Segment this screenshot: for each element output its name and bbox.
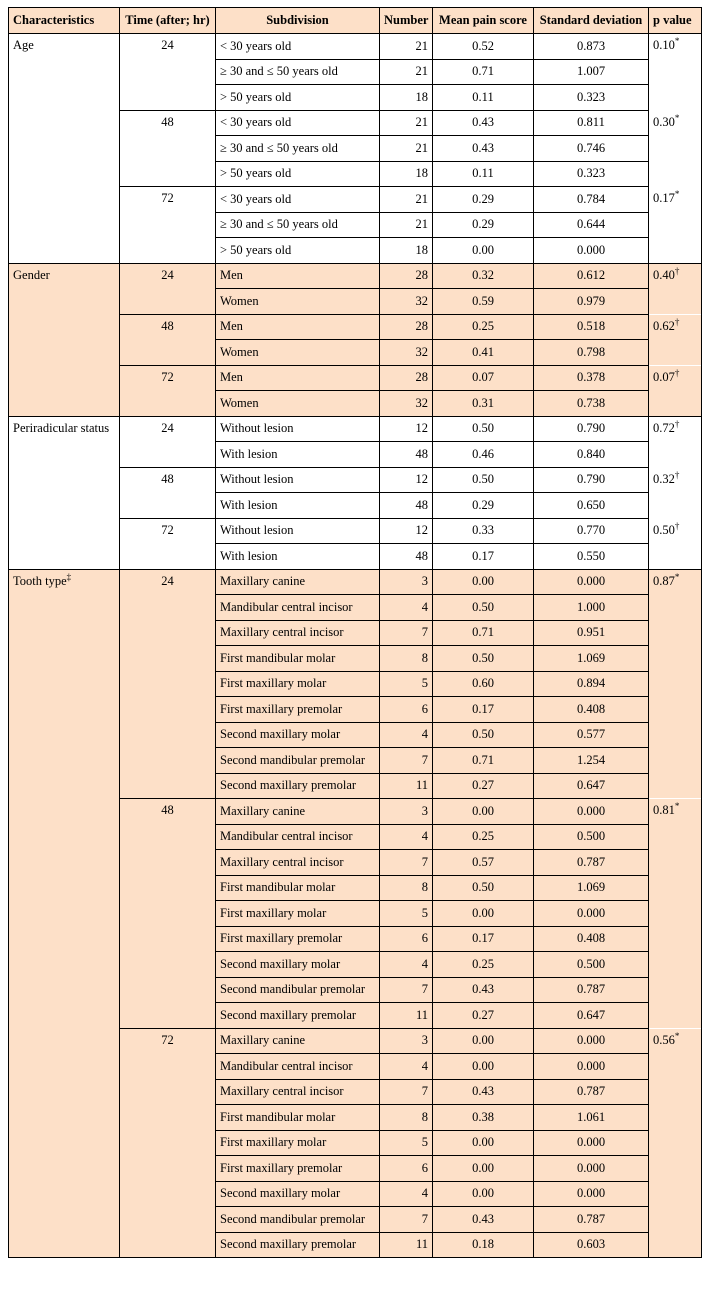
header-time: Time (after; hr) bbox=[120, 8, 216, 34]
number-cell: 28 bbox=[380, 365, 433, 391]
subdivision-cell: First mandibular molar bbox=[216, 875, 380, 901]
standard-deviation-cell: 0.000 bbox=[534, 1054, 649, 1080]
subdivision-cell: < 30 years old bbox=[216, 110, 380, 136]
header-standard-deviation: Standard deviation bbox=[534, 8, 649, 34]
number-cell: 6 bbox=[380, 697, 433, 723]
standard-deviation-cell: 1.069 bbox=[534, 646, 649, 672]
time-cell: 72 bbox=[120, 187, 216, 264]
number-cell: 5 bbox=[380, 1130, 433, 1156]
subdivision-cell: > 50 years old bbox=[216, 161, 380, 187]
mean-pain-score-cell: 0.00 bbox=[433, 799, 534, 825]
table-row bbox=[9, 263, 702, 289]
p-value: 0.87 bbox=[653, 573, 675, 588]
mean-pain-score-cell: 0.18 bbox=[433, 1232, 534, 1258]
number-cell: 5 bbox=[380, 671, 433, 697]
p-value: 0.17 bbox=[653, 191, 675, 205]
mean-pain-score-cell: 0.43 bbox=[433, 1207, 534, 1233]
mean-pain-score-cell: 0.25 bbox=[433, 824, 534, 850]
subdivision-cell: First mandibular molar bbox=[216, 1105, 380, 1131]
standard-deviation-cell: 0.787 bbox=[534, 850, 649, 876]
standard-deviation-cell: 0.500 bbox=[534, 824, 649, 850]
p-value-cell bbox=[649, 799, 702, 1029]
standard-deviation-cell: 0.784 bbox=[534, 187, 649, 213]
characteristic-label: Gender bbox=[13, 267, 50, 282]
table-body bbox=[9, 34, 702, 1258]
number-cell: 3 bbox=[380, 799, 433, 825]
subdivision-cell: Men bbox=[216, 365, 380, 391]
subdivision-cell: Maxillary central incisor bbox=[216, 850, 380, 876]
number-cell: 4 bbox=[380, 824, 433, 850]
number-cell: 8 bbox=[380, 875, 433, 901]
p-value-test-mark: * bbox=[674, 112, 680, 123]
characteristic-cell bbox=[9, 263, 120, 416]
standard-deviation-cell: 1.007 bbox=[534, 59, 649, 85]
subdivision-cell: With lesion bbox=[216, 493, 380, 519]
number-cell: 21 bbox=[380, 212, 433, 238]
standard-deviation-cell: 0.550 bbox=[534, 544, 649, 570]
subdivision-cell: First maxillary premolar bbox=[216, 1156, 380, 1182]
subdivision-cell: Maxillary canine bbox=[216, 1028, 380, 1054]
p-value: 0.10 bbox=[653, 38, 675, 52]
p-value-test-mark: † bbox=[674, 418, 680, 429]
p-value: 0.50 bbox=[653, 522, 675, 537]
p-value-cell bbox=[649, 34, 702, 111]
p-value-test-mark: † bbox=[674, 367, 680, 378]
p-value: 0.30 bbox=[653, 114, 675, 129]
subdivision-cell: Mandibular central incisor bbox=[216, 1054, 380, 1080]
standard-deviation-cell: 0.000 bbox=[534, 569, 649, 595]
header-number: Number bbox=[380, 8, 433, 34]
standard-deviation-cell: 0.000 bbox=[534, 1181, 649, 1207]
standard-deviation-cell: 0.787 bbox=[534, 1079, 649, 1105]
p-value-cell bbox=[649, 569, 702, 799]
subdivision-cell: Second maxillary premolar bbox=[216, 1003, 380, 1029]
number-cell: 4 bbox=[380, 595, 433, 621]
number-cell: 6 bbox=[380, 1156, 433, 1182]
subdivision-cell: Without lesion bbox=[216, 518, 380, 544]
characteristic-cell bbox=[9, 569, 120, 1258]
p-value-cell bbox=[649, 110, 702, 187]
standard-deviation-cell: 0.951 bbox=[534, 620, 649, 646]
standard-deviation-cell: 0.378 bbox=[534, 365, 649, 391]
standard-deviation-cell: 0.790 bbox=[534, 416, 649, 442]
number-cell: 7 bbox=[380, 748, 433, 774]
p-value-test-mark: † bbox=[674, 520, 680, 531]
mean-pain-score-cell: 0.27 bbox=[433, 773, 534, 799]
mean-pain-score-cell: 0.41 bbox=[433, 340, 534, 366]
standard-deviation-cell: 0.000 bbox=[534, 1028, 649, 1054]
mean-pain-score-cell: 0.43 bbox=[433, 977, 534, 1003]
number-cell: 7 bbox=[380, 977, 433, 1003]
header-characteristics: Characteristics bbox=[9, 8, 120, 34]
mean-pain-score-cell: 0.00 bbox=[433, 1028, 534, 1054]
subdivision-cell: Women bbox=[216, 340, 380, 366]
header-p-value: p value bbox=[649, 8, 702, 34]
number-cell: 18 bbox=[380, 161, 433, 187]
standard-deviation-cell: 0.612 bbox=[534, 263, 649, 289]
standard-deviation-cell: 1.000 bbox=[534, 595, 649, 621]
standard-deviation-cell: 0.787 bbox=[534, 977, 649, 1003]
table-row bbox=[9, 569, 702, 595]
p-value-test-mark: * bbox=[674, 36, 680, 46]
subdivision-cell: With lesion bbox=[216, 544, 380, 570]
mean-pain-score-cell: 0.00 bbox=[433, 569, 534, 595]
number-cell: 32 bbox=[380, 340, 433, 366]
header-mean-pain-score: Mean pain score bbox=[433, 8, 534, 34]
standard-deviation-cell: 0.000 bbox=[534, 1156, 649, 1182]
subdivision-cell: First maxillary molar bbox=[216, 901, 380, 927]
number-cell: 6 bbox=[380, 926, 433, 952]
standard-deviation-cell: 0.323 bbox=[534, 161, 649, 187]
time-cell: 48 bbox=[120, 467, 216, 518]
time-cell: 48 bbox=[120, 314, 216, 365]
characteristic-label: Age bbox=[13, 38, 34, 52]
table-row bbox=[9, 416, 702, 442]
characteristic-label: Periradicular status bbox=[13, 420, 110, 435]
number-cell: 48 bbox=[380, 442, 433, 468]
number-cell: 4 bbox=[380, 722, 433, 748]
standard-deviation-cell: 0.738 bbox=[534, 391, 649, 417]
number-cell: 8 bbox=[380, 646, 433, 672]
standard-deviation-cell: 0.873 bbox=[534, 34, 649, 60]
standard-deviation-cell: 0.000 bbox=[534, 901, 649, 927]
number-cell: 18 bbox=[380, 238, 433, 264]
subdivision-cell: First maxillary molar bbox=[216, 671, 380, 697]
subdivision-cell: First maxillary premolar bbox=[216, 926, 380, 952]
standard-deviation-cell: 0.787 bbox=[534, 1207, 649, 1233]
characteristic-label: Tooth type bbox=[13, 573, 67, 588]
subdivision-cell: Maxillary central incisor bbox=[216, 620, 380, 646]
subdivision-cell: Second maxillary molar bbox=[216, 1181, 380, 1207]
number-cell: 21 bbox=[380, 136, 433, 162]
mean-pain-score-cell: 0.50 bbox=[433, 875, 534, 901]
number-cell: 28 bbox=[380, 263, 433, 289]
standard-deviation-cell: 0.518 bbox=[534, 314, 649, 340]
p-value-cell bbox=[649, 416, 702, 467]
mean-pain-score-cell: 0.29 bbox=[433, 493, 534, 519]
subdivision-cell: Maxillary canine bbox=[216, 569, 380, 595]
time-cell: 24 bbox=[120, 569, 216, 799]
mean-pain-score-cell: 0.27 bbox=[433, 1003, 534, 1029]
standard-deviation-cell: 0.408 bbox=[534, 926, 649, 952]
number-cell: 5 bbox=[380, 901, 433, 927]
number-cell: 21 bbox=[380, 110, 433, 136]
p-value-test-mark: † bbox=[674, 265, 680, 276]
subdivision-cell: ≥ 30 and ≤ 50 years old bbox=[216, 136, 380, 162]
number-cell: 4 bbox=[380, 1181, 433, 1207]
p-value: 0.07 bbox=[653, 369, 675, 384]
number-cell: 28 bbox=[380, 314, 433, 340]
table-row bbox=[9, 34, 702, 60]
subdivision-cell: Mandibular central incisor bbox=[216, 595, 380, 621]
mean-pain-score-cell: 0.46 bbox=[433, 442, 534, 468]
p-value-cell bbox=[649, 263, 702, 314]
p-value: 0.81 bbox=[653, 803, 675, 817]
subdivision-cell: Men bbox=[216, 263, 380, 289]
number-cell: 11 bbox=[380, 1232, 433, 1258]
p-value: 0.32 bbox=[653, 471, 675, 486]
standard-deviation-cell: 0.000 bbox=[534, 1130, 649, 1156]
time-cell: 72 bbox=[120, 518, 216, 569]
number-cell: 11 bbox=[380, 773, 433, 799]
p-value-test-mark: * bbox=[674, 571, 680, 582]
subdivision-cell: ≥ 30 and ≤ 50 years old bbox=[216, 212, 380, 238]
mean-pain-score-cell: 0.00 bbox=[433, 901, 534, 927]
mean-pain-score-cell: 0.29 bbox=[433, 212, 534, 238]
p-value: 0.62 bbox=[653, 318, 675, 333]
subdivision-cell: Mandibular central incisor bbox=[216, 824, 380, 850]
number-cell: 21 bbox=[380, 34, 433, 60]
standard-deviation-cell: 0.647 bbox=[534, 1003, 649, 1029]
mean-pain-score-cell: 0.71 bbox=[433, 59, 534, 85]
subdivision-cell: Without lesion bbox=[216, 416, 380, 442]
number-cell: 48 bbox=[380, 544, 433, 570]
number-cell: 3 bbox=[380, 1028, 433, 1054]
mean-pain-score-cell: 0.17 bbox=[433, 926, 534, 952]
p-value-test-mark: † bbox=[674, 316, 680, 327]
standard-deviation-cell: 0.500 bbox=[534, 952, 649, 978]
standard-deviation-cell: 0.323 bbox=[534, 85, 649, 111]
number-cell: 18 bbox=[380, 85, 433, 111]
standard-deviation-cell: 0.644 bbox=[534, 212, 649, 238]
number-cell: 8 bbox=[380, 1105, 433, 1131]
subdivision-cell: Women bbox=[216, 391, 380, 417]
mean-pain-score-cell: 0.11 bbox=[433, 161, 534, 187]
time-cell: 24 bbox=[120, 34, 216, 111]
mean-pain-score-cell: 0.59 bbox=[433, 289, 534, 315]
subdivision-cell: Without lesion bbox=[216, 467, 380, 493]
time-cell: 72 bbox=[120, 365, 216, 416]
time-cell: 48 bbox=[120, 110, 216, 187]
number-cell: 21 bbox=[380, 187, 433, 213]
mean-pain-score-cell: 0.00 bbox=[433, 1181, 534, 1207]
mean-pain-score-cell: 0.57 bbox=[433, 850, 534, 876]
mean-pain-score-cell: 0.71 bbox=[433, 748, 534, 774]
number-cell: 32 bbox=[380, 391, 433, 417]
standard-deviation-cell: 0.408 bbox=[534, 697, 649, 723]
standard-deviation-cell: 0.979 bbox=[534, 289, 649, 315]
subdivision-cell: First maxillary molar bbox=[216, 1130, 380, 1156]
p-value-test-mark: † bbox=[674, 469, 680, 480]
p-value-cell bbox=[649, 467, 702, 518]
mean-pain-score-cell: 0.33 bbox=[433, 518, 534, 544]
p-value-test-mark: * bbox=[674, 801, 680, 811]
mean-pain-score-cell: 0.50 bbox=[433, 416, 534, 442]
subdivision-cell: Women bbox=[216, 289, 380, 315]
mean-pain-score-cell: 0.32 bbox=[433, 263, 534, 289]
mean-pain-score-cell: 0.50 bbox=[433, 646, 534, 672]
time-cell: 24 bbox=[120, 416, 216, 467]
subdivision-cell: ≥ 30 and ≤ 50 years old bbox=[216, 59, 380, 85]
standard-deviation-cell: 0.000 bbox=[534, 238, 649, 264]
standard-deviation-cell: 1.069 bbox=[534, 875, 649, 901]
number-cell: 48 bbox=[380, 493, 433, 519]
mean-pain-score-cell: 0.31 bbox=[433, 391, 534, 417]
standard-deviation-cell: 1.254 bbox=[534, 748, 649, 774]
standard-deviation-cell: 0.840 bbox=[534, 442, 649, 468]
mean-pain-score-cell: 0.00 bbox=[433, 1054, 534, 1080]
header-row bbox=[9, 8, 702, 34]
subdivision-cell: Second maxillary molar bbox=[216, 722, 380, 748]
standard-deviation-cell: 0.650 bbox=[534, 493, 649, 519]
standard-deviation-cell: 0.000 bbox=[534, 799, 649, 825]
standard-deviation-cell: 0.790 bbox=[534, 467, 649, 493]
subdivision-cell: Men bbox=[216, 314, 380, 340]
standard-deviation-cell: 0.811 bbox=[534, 110, 649, 136]
number-cell: 12 bbox=[380, 518, 433, 544]
number-cell: 11 bbox=[380, 1003, 433, 1029]
number-cell: 3 bbox=[380, 569, 433, 595]
footnote-mark: ‡ bbox=[66, 571, 72, 582]
mean-pain-score-cell: 0.50 bbox=[433, 595, 534, 621]
mean-pain-score-cell: 0.00 bbox=[433, 1130, 534, 1156]
mean-pain-score-cell: 0.43 bbox=[433, 110, 534, 136]
p-value-cell bbox=[649, 1028, 702, 1258]
number-cell: 32 bbox=[380, 289, 433, 315]
subdivision-cell: Second maxillary premolar bbox=[216, 773, 380, 799]
subdivision-cell: Second mandibular premolar bbox=[216, 977, 380, 1003]
number-cell: 12 bbox=[380, 467, 433, 493]
subdivision-cell: < 30 years old bbox=[216, 187, 380, 213]
number-cell: 12 bbox=[380, 416, 433, 442]
mean-pain-score-cell: 0.50 bbox=[433, 467, 534, 493]
subdivision-cell: > 50 years old bbox=[216, 238, 380, 264]
time-cell: 72 bbox=[120, 1028, 216, 1258]
mean-pain-score-cell: 0.60 bbox=[433, 671, 534, 697]
p-value: 0.72 bbox=[653, 420, 675, 435]
number-cell: 4 bbox=[380, 1054, 433, 1080]
standard-deviation-cell: 0.770 bbox=[534, 518, 649, 544]
p-value-test-mark: * bbox=[674, 189, 680, 199]
number-cell: 7 bbox=[380, 620, 433, 646]
characteristic-cell bbox=[9, 34, 120, 264]
mean-pain-score-cell: 0.17 bbox=[433, 697, 534, 723]
standard-deviation-cell: 0.577 bbox=[534, 722, 649, 748]
characteristic-cell bbox=[9, 416, 120, 569]
mean-pain-score-cell: 0.00 bbox=[433, 238, 534, 264]
subdivision-cell: Second mandibular premolar bbox=[216, 1207, 380, 1233]
mean-pain-score-cell: 0.50 bbox=[433, 722, 534, 748]
p-value-test-mark: * bbox=[674, 1030, 680, 1041]
mean-pain-score-cell: 0.00 bbox=[433, 1156, 534, 1182]
standard-deviation-cell: 1.061 bbox=[534, 1105, 649, 1131]
mean-pain-score-cell: 0.11 bbox=[433, 85, 534, 111]
time-cell: 48 bbox=[120, 799, 216, 1029]
mean-pain-score-cell: 0.52 bbox=[433, 34, 534, 60]
standard-deviation-cell: 0.894 bbox=[534, 671, 649, 697]
standard-deviation-cell: 0.647 bbox=[534, 773, 649, 799]
standard-deviation-cell: 0.603 bbox=[534, 1232, 649, 1258]
number-cell: 21 bbox=[380, 59, 433, 85]
mean-pain-score-cell: 0.43 bbox=[433, 136, 534, 162]
mean-pain-score-cell: 0.71 bbox=[433, 620, 534, 646]
pain-score-table bbox=[8, 7, 702, 1258]
mean-pain-score-cell: 0.17 bbox=[433, 544, 534, 570]
subdivision-cell: Second maxillary premolar bbox=[216, 1232, 380, 1258]
p-value-cell bbox=[649, 314, 702, 365]
standard-deviation-cell: 0.798 bbox=[534, 340, 649, 366]
mean-pain-score-cell: 0.38 bbox=[433, 1105, 534, 1131]
header-subdivision: Subdivision bbox=[216, 8, 380, 34]
subdivision-cell: Second mandibular premolar bbox=[216, 748, 380, 774]
subdivision-cell: First mandibular molar bbox=[216, 646, 380, 672]
number-cell: 7 bbox=[380, 1079, 433, 1105]
mean-pain-score-cell: 0.43 bbox=[433, 1079, 534, 1105]
standard-deviation-cell: 0.746 bbox=[534, 136, 649, 162]
mean-pain-score-cell: 0.25 bbox=[433, 952, 534, 978]
p-value-cell bbox=[649, 187, 702, 264]
subdivision-cell: Maxillary central incisor bbox=[216, 1079, 380, 1105]
p-value-cell bbox=[649, 365, 702, 416]
subdivision-cell: Maxillary canine bbox=[216, 799, 380, 825]
p-value: 0.40 bbox=[653, 267, 675, 282]
mean-pain-score-cell: 0.29 bbox=[433, 187, 534, 213]
mean-pain-score-cell: 0.25 bbox=[433, 314, 534, 340]
subdivision-cell: First maxillary premolar bbox=[216, 697, 380, 723]
number-cell: 7 bbox=[380, 1207, 433, 1233]
number-cell: 7 bbox=[380, 850, 433, 876]
time-cell: 24 bbox=[120, 263, 216, 314]
number-cell: 4 bbox=[380, 952, 433, 978]
p-value-cell bbox=[649, 518, 702, 569]
subdivision-cell: > 50 years old bbox=[216, 85, 380, 111]
subdivision-cell: < 30 years old bbox=[216, 34, 380, 60]
subdivision-cell: With lesion bbox=[216, 442, 380, 468]
mean-pain-score-cell: 0.07 bbox=[433, 365, 534, 391]
subdivision-cell: Second maxillary molar bbox=[216, 952, 380, 978]
p-value: 0.56 bbox=[653, 1032, 675, 1047]
